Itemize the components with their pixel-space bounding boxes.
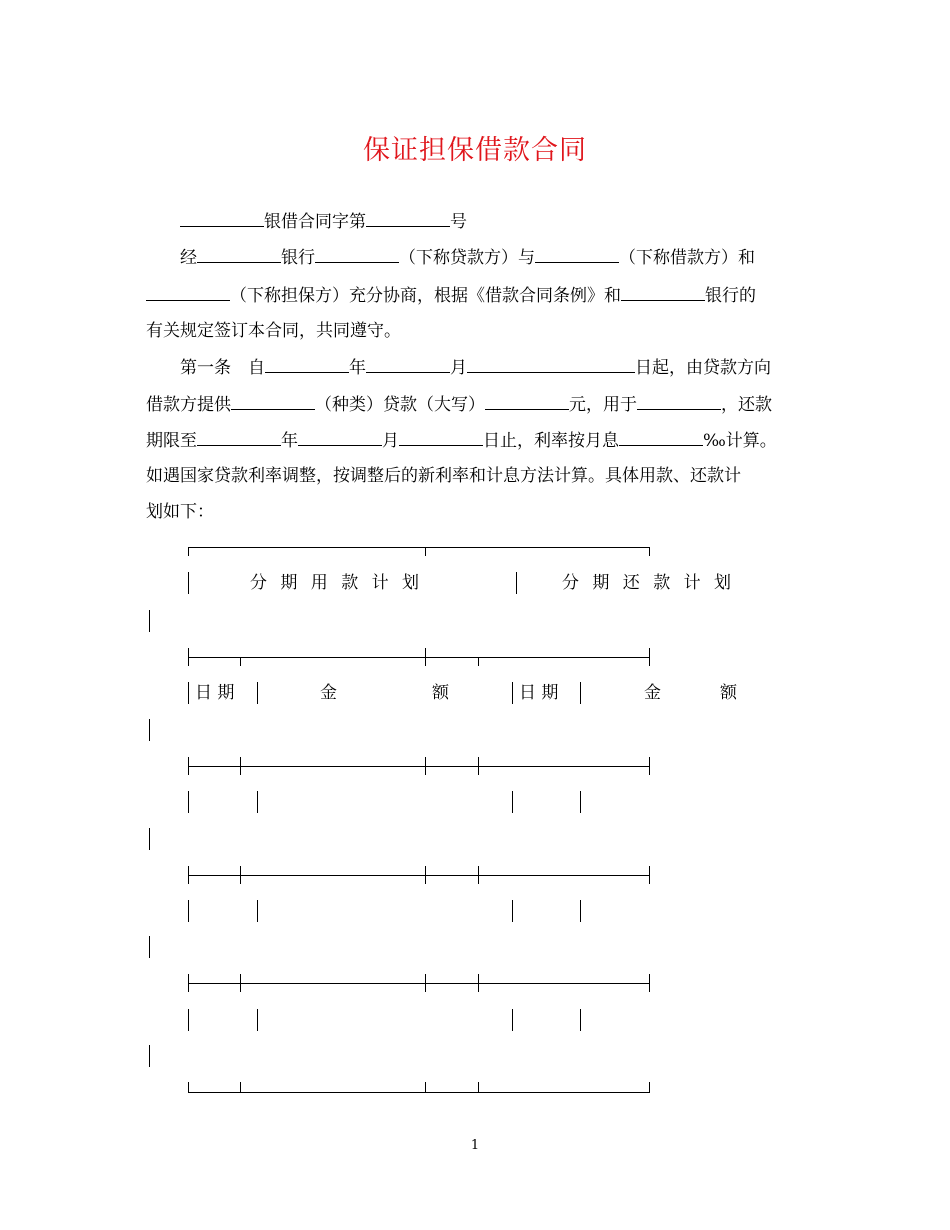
table-rule	[649, 866, 650, 884]
table-rule	[478, 866, 479, 884]
table-rule	[478, 657, 479, 666]
col-amount-repay-a: 金	[644, 683, 661, 703]
table-rule	[240, 757, 241, 775]
article-line: 第一条 自 年 月 日起，由贷款方向	[180, 358, 771, 378]
article-line: 如遇国家贷款利率调整，按调整后的新利率和计息方法计算。具体用款、还款计	[146, 466, 741, 486]
table-rule	[188, 791, 189, 813]
table-rule	[257, 900, 258, 922]
col-date-repay: 日 期	[519, 683, 559, 703]
table-rule	[188, 682, 189, 704]
table-rule	[188, 900, 189, 922]
table-rule	[188, 866, 189, 884]
blank	[197, 429, 281, 446]
blank	[467, 356, 635, 373]
table-rule	[188, 983, 650, 984]
table-rule	[512, 900, 513, 922]
paragraph-line: 有关规定签订本合同，共同遵守。	[146, 321, 401, 341]
article-line: 划如下：	[146, 502, 214, 522]
table-rule	[425, 1082, 426, 1092]
table-rule	[257, 1009, 258, 1031]
table-rule	[188, 1009, 189, 1031]
table-rule	[425, 648, 426, 666]
blank	[146, 284, 230, 301]
blank	[298, 429, 382, 446]
col-amount-borrow-b: 额	[432, 683, 449, 703]
header-borrow-plan: 分 期 用 款 计 划	[250, 573, 424, 593]
table-rule	[478, 757, 479, 775]
table-rule	[580, 791, 581, 813]
table-rule	[188, 875, 650, 876]
table-rule	[149, 936, 150, 958]
table-rule	[149, 828, 150, 850]
table-rule	[516, 572, 517, 594]
table-rule	[188, 1092, 650, 1093]
table-rule	[512, 1009, 513, 1031]
table-rule	[188, 547, 189, 556]
table-rule	[580, 1009, 581, 1031]
table-rule	[478, 974, 479, 992]
blank	[637, 393, 721, 410]
table-rule	[257, 791, 258, 813]
blank	[619, 429, 703, 446]
table-rule	[649, 1082, 650, 1092]
table-rule	[188, 657, 650, 658]
paragraph-line: 经 银行 （下称贷款方）与 （下称借款方）和	[180, 248, 755, 268]
table-rule	[649, 648, 650, 666]
blank	[180, 210, 264, 227]
paragraph-line: （下称担保方）充分协商，根据《借款合同条例》和 银行的	[146, 284, 756, 307]
col-date-borrow: 日 期	[195, 683, 235, 703]
table-rule	[425, 547, 426, 556]
blank	[535, 246, 619, 263]
table-rule	[240, 657, 241, 666]
table-rule	[240, 974, 241, 992]
table-rule	[512, 791, 513, 813]
table-rule	[240, 1082, 241, 1092]
blank	[231, 393, 315, 410]
table-rule	[425, 757, 426, 775]
table-rule	[257, 682, 258, 704]
table-rule	[188, 974, 189, 992]
table-rule	[149, 1045, 150, 1067]
table-rule	[649, 757, 650, 775]
table-rule	[425, 866, 426, 884]
document-title: 保证担保借款合同	[363, 135, 587, 166]
blank	[399, 429, 483, 446]
page-number: 1	[470, 1138, 480, 1153]
blank	[265, 356, 349, 373]
table-rule	[580, 900, 581, 922]
table-rule	[478, 1082, 479, 1092]
table-rule	[649, 547, 650, 556]
article-line: 借款方提供 （种类）贷款（大写） 元，用于 ，还款	[146, 395, 772, 415]
blank	[315, 246, 399, 263]
blank	[485, 393, 569, 410]
table-rule	[188, 547, 650, 548]
blank	[366, 356, 450, 373]
table-rule	[188, 1082, 189, 1092]
table-rule	[188, 766, 650, 767]
col-amount-repay-b: 额	[720, 683, 737, 703]
table-rule	[649, 974, 650, 992]
table-rule	[188, 572, 189, 594]
table-rule	[188, 757, 189, 775]
table-rule	[188, 648, 189, 666]
table-rule	[580, 682, 581, 704]
blank	[621, 284, 705, 301]
blank	[366, 210, 450, 227]
table-rule	[149, 610, 150, 632]
header-repay-plan: 分 期 还 款 计 划	[562, 573, 736, 593]
table-rule	[512, 682, 513, 704]
contract-number-line: 银借合同字第 号	[180, 210, 467, 233]
article-line: 期限至 年 月 日止，利率按月息 ‰计算。	[146, 431, 777, 451]
table-rule	[240, 866, 241, 884]
table-rule	[149, 719, 150, 741]
col-amount-borrow-a: 金	[320, 683, 337, 703]
table-rule	[425, 974, 426, 992]
blank	[197, 246, 281, 263]
